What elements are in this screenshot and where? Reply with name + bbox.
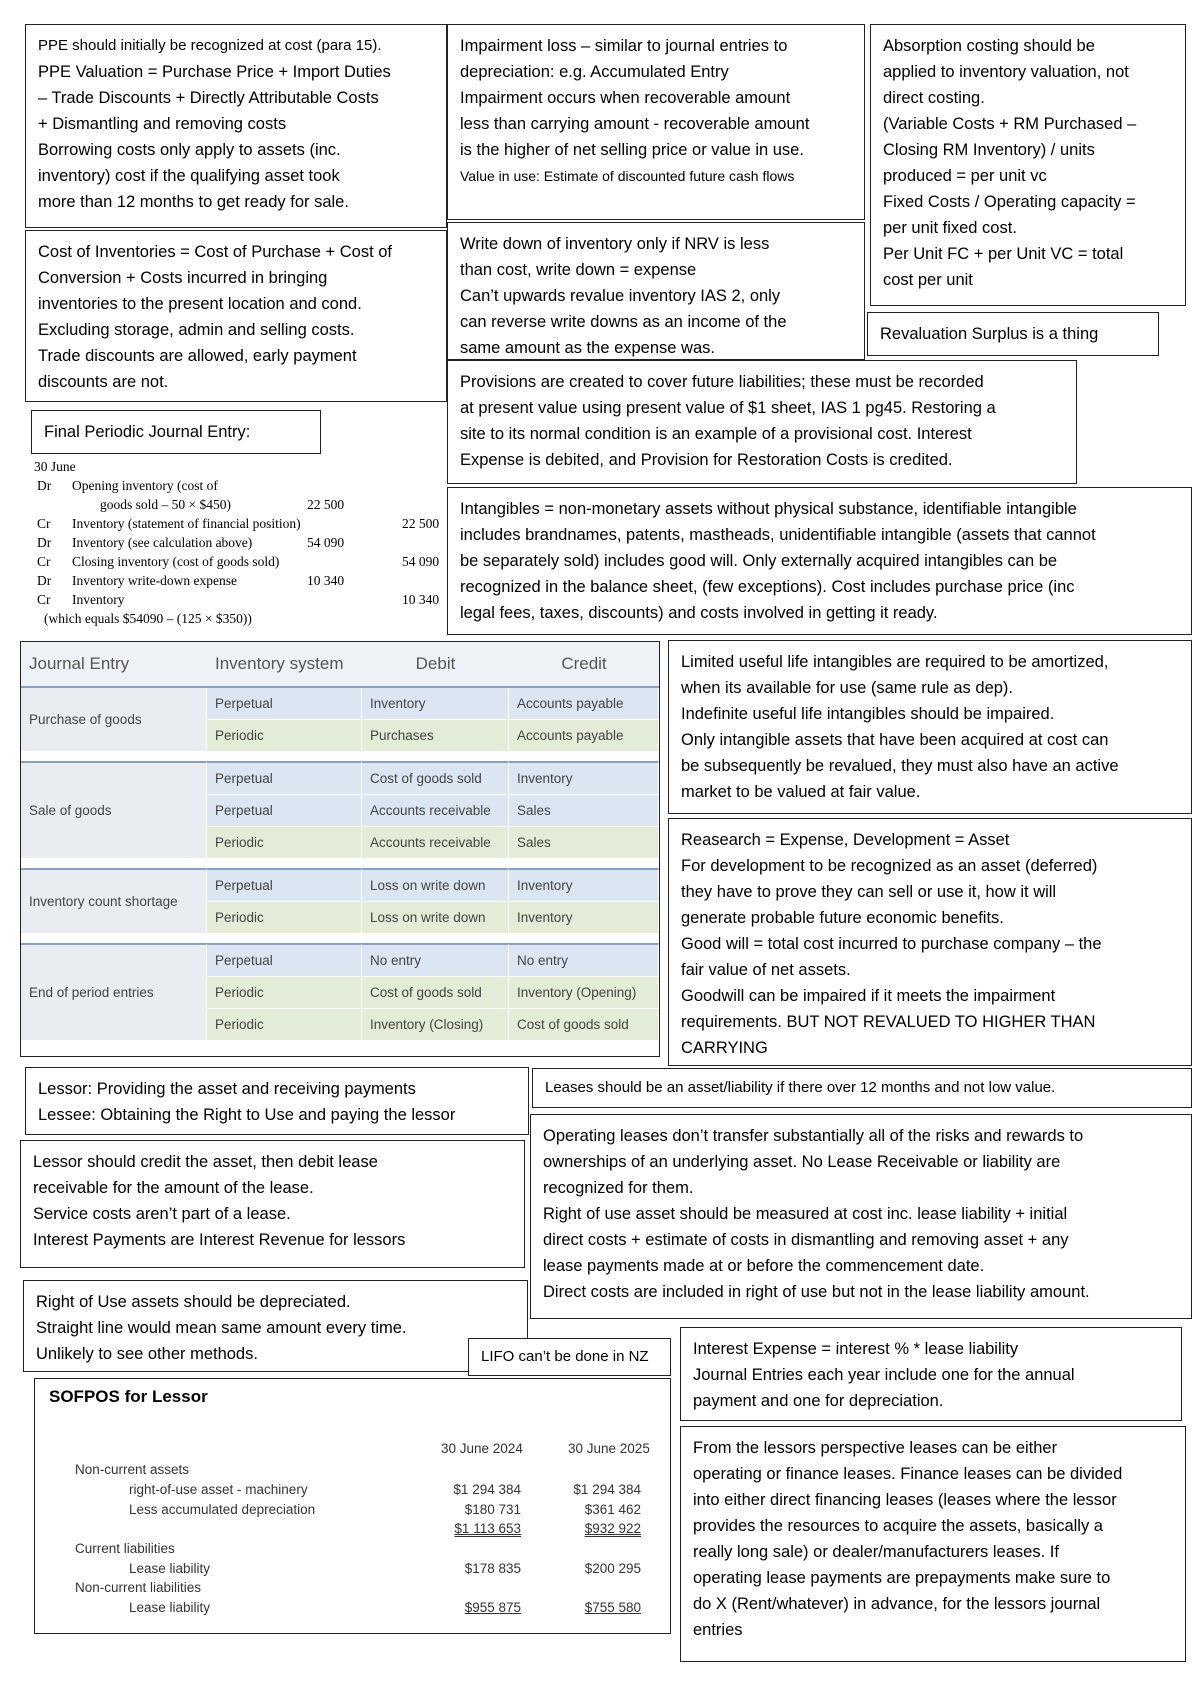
entry-credit: 22 500 bbox=[402, 516, 440, 531]
sofpos-col-header: 30 June 2025 bbox=[568, 1441, 650, 1456]
journal-table bbox=[21, 642, 659, 1041]
operating-line: recognized for them. bbox=[543, 1179, 694, 1197]
cell-credit: Inventory (Opening) bbox=[509, 977, 659, 1009]
limited-line: be subsequently be revalued, they must also have an active bbox=[681, 757, 1119, 775]
cost-of-inventories-note bbox=[25, 230, 447, 402]
impairment-line: less than carrying amount - recoverable amount bbox=[460, 115, 810, 133]
revaluation-text: Revaluation Surplus is a thing bbox=[880, 325, 1099, 343]
sofpos-lessor bbox=[34, 1378, 671, 1634]
cost-inv-line: Trade discounts are allowed, early payment bbox=[38, 347, 357, 365]
ppe-line: PPE should initially be recognized at cost (para 15). bbox=[38, 37, 382, 54]
cell-debit: Loss on write down bbox=[362, 902, 509, 934]
operating-line: Right of use asset should be measured at cost inc. lease liability + initial bbox=[543, 1205, 1068, 1223]
absorption-costing-note bbox=[870, 24, 1186, 306]
sofpos-item: Lease liability bbox=[129, 1561, 211, 1576]
table-row bbox=[21, 688, 659, 720]
lessor-credit-line: receivable for the amount of the lease. bbox=[33, 1179, 314, 1197]
cell-system: Perpetual bbox=[207, 795, 362, 827]
cost-inv-line: discounts are not. bbox=[38, 373, 169, 391]
rou-depreciation-note bbox=[23, 1280, 528, 1372]
sofpos-value: $180 731 bbox=[464, 1502, 521, 1517]
persp-line: do X (Rent/whatever) in advance, for the lessors journal bbox=[693, 1595, 1101, 1613]
intangibles-line: recognized in the balance sheet, (few exceptions). Cost includes purchase price (inc bbox=[460, 578, 1075, 596]
impairment-line: Value in use: Estimate of discounted future cash flows bbox=[460, 168, 795, 184]
lessor-lessee-note bbox=[25, 1067, 529, 1135]
entry-drcr: Dr bbox=[37, 478, 52, 493]
limited-line: Only intangible assets that have been acquired at cost can bbox=[681, 731, 1109, 749]
cost-inv-line: Conversion + Costs incurred in bringing bbox=[38, 269, 328, 287]
entry-credit: 10 340 bbox=[402, 592, 440, 607]
writedown-line: same amount as the expense was. bbox=[460, 339, 715, 357]
operating-line: ownerships of an underlying asset. No Lease Receivable or liability are bbox=[543, 1153, 1061, 1171]
persp-line: into either direct financing leases (leases where the lessor bbox=[693, 1491, 1117, 1509]
research-line: CARRYING bbox=[681, 1039, 768, 1057]
leases-asset-text: Leases should be an asset/liability if there over 12 months and not low value. bbox=[545, 1079, 1056, 1096]
rou-line: Straight line would mean same amount every time. bbox=[36, 1319, 407, 1337]
sofpos-title: SOFPOS for Lessor bbox=[49, 1387, 208, 1406]
sofpos-value: $1 294 384 bbox=[453, 1482, 521, 1497]
lessors-perspective-note bbox=[680, 1426, 1186, 1662]
sofpos-value: $932 922 bbox=[584, 1521, 641, 1536]
cell-credit: Sales bbox=[509, 795, 659, 827]
entry-drcr: Cr bbox=[37, 592, 51, 607]
cell-system: Periodic bbox=[207, 1009, 362, 1041]
entry-drcr: Cr bbox=[37, 554, 51, 569]
table-row bbox=[21, 868, 659, 902]
sofpos-value: $1 113 653 bbox=[454, 1521, 521, 1536]
sofpos-value: $1 294 384 bbox=[573, 1482, 641, 1497]
absorption-line: direct costing. bbox=[883, 89, 985, 107]
limited-line: when its available for use (same rule as dep). bbox=[681, 679, 1013, 697]
persp-line: operating lease payments are prepayments make sure to bbox=[693, 1569, 1111, 1587]
sofpos-item: Less accumulated depreciation bbox=[129, 1502, 316, 1517]
ppe-line: PPE Valuation = Purchase Price + Import Duties bbox=[38, 63, 391, 81]
intangibles-line: includes brandnames, patents, mastheads, unidentifiable intangible (assets that cannot bbox=[460, 526, 1096, 544]
journal-table-body bbox=[21, 688, 659, 1041]
limited-line: Indefinite useful life intangibles should be impaired. bbox=[681, 705, 1055, 723]
writedown-line: Can’t upwards revalue inventory IAS 2, only bbox=[460, 287, 781, 305]
cost-inv-line: Excluding storage, admin and selling costs. bbox=[38, 321, 355, 339]
group-spacer bbox=[21, 752, 659, 761]
limited-line: market to be valued at fair value. bbox=[681, 783, 921, 801]
cell-debit: Purchases bbox=[362, 720, 509, 752]
lessor-credit-line: Service costs aren’t part of a lease. bbox=[33, 1205, 291, 1223]
lifo-note bbox=[468, 1338, 671, 1376]
cell-credit: Accounts payable bbox=[509, 720, 659, 752]
lifo-text: LIFO can’t be done in NZ bbox=[481, 1348, 649, 1365]
rou-line: Unlikely to see other methods. bbox=[36, 1345, 258, 1363]
research-line: Good will = total cost incurred to purchase company – the bbox=[681, 935, 1102, 953]
operating-leases-note bbox=[530, 1114, 1192, 1319]
persp-line: entries bbox=[693, 1621, 743, 1639]
cell-credit: Inventory bbox=[509, 761, 659, 795]
research-line: generate probable future economic benefits. bbox=[681, 909, 1004, 927]
ppe-line: Borrowing costs only apply to assets (inc. bbox=[38, 141, 341, 159]
revaluation-note bbox=[867, 312, 1159, 356]
cell-debit: Inventory (Closing) bbox=[362, 1009, 509, 1041]
sofpos-value: $755 580 bbox=[584, 1600, 641, 1615]
cell-debit: Loss on write down bbox=[362, 868, 509, 902]
table-row bbox=[21, 761, 659, 795]
research-line: they have to prove they can sell or use it, how it will bbox=[681, 883, 1057, 901]
entry-drcr: Cr bbox=[37, 516, 51, 531]
entry-group-label: Inventory count shortage bbox=[21, 868, 207, 934]
cell-credit: Sales bbox=[509, 827, 659, 859]
entry-account: Inventory write-down expense bbox=[72, 573, 237, 588]
absorption-line: (Variable Costs + RM Purchased – bbox=[883, 115, 1137, 133]
cell-credit: Inventory bbox=[509, 902, 659, 934]
writedown-line: can reverse write downs as an income of the bbox=[460, 313, 787, 331]
final-entry-block bbox=[34, 457, 446, 637]
ppe-line: + Dismantling and removing costs bbox=[38, 115, 287, 133]
research-line: For development to be recognized as an asset (deferred) bbox=[681, 857, 1098, 875]
limited-life-note bbox=[668, 640, 1192, 814]
entry-debit: 22 500 bbox=[307, 497, 345, 512]
col-header: Credit bbox=[509, 642, 659, 688]
cell-debit: Cost of goods sold bbox=[362, 761, 509, 795]
entry-account: Inventory (see calculation above) bbox=[72, 535, 253, 550]
cell-system: Perpetual bbox=[207, 688, 362, 720]
cell-system: Periodic bbox=[207, 977, 362, 1009]
write-down-note bbox=[447, 222, 865, 360]
research-line: requirements. BUT NOT REVALUED TO HIGHER THAN bbox=[681, 1013, 1096, 1031]
limited-line: Limited useful life intangibles are required to be amortized, bbox=[681, 653, 1109, 671]
absorption-line: Per Unit FC + per Unit VC = total bbox=[883, 245, 1124, 263]
cell-system: Perpetual bbox=[207, 943, 362, 977]
intangibles-line: Intangibles = non-monetary assets without physical substance, identifiable intangible bbox=[460, 500, 1077, 518]
persp-line: really long sale) or dealer/manufacturers leases. If bbox=[693, 1543, 1059, 1561]
writedown-line: Write down of inventory only if NRV is less bbox=[460, 235, 770, 253]
persp-line: From the lessors perspective leases can be either bbox=[693, 1439, 1058, 1457]
cell-debit: Inventory bbox=[362, 688, 509, 720]
research-line: Reasearch = Expense, Development = Asset bbox=[681, 831, 1010, 849]
final-entry-title-text: Final Periodic Journal Entry: bbox=[44, 423, 251, 441]
entry-drcr: Dr bbox=[37, 535, 52, 550]
absorption-line: produced = per unit vc bbox=[883, 167, 1047, 185]
research-line: Goodwill can be impaired if it meets the impairment bbox=[681, 987, 1056, 1005]
research-line: fair value of net assets. bbox=[681, 961, 851, 979]
provisions-note bbox=[447, 360, 1077, 484]
final-entry-title bbox=[31, 410, 321, 454]
group-spacer bbox=[21, 859, 659, 868]
sofpos-section: Non-current liabilities bbox=[75, 1580, 202, 1595]
cost-inv-line: Cost of Inventories = Cost of Purchase + Cost of bbox=[38, 243, 393, 261]
entry-note: (which equals $54090 – (125 × $350)) bbox=[44, 611, 252, 626]
absorption-line: per unit fixed cost. bbox=[883, 219, 1017, 237]
intangibles-line: be separately sold) includes good will. Only externally acquired intangibles can be bbox=[460, 552, 1058, 570]
lessor-def-line: Lessor: Providing the asset and receiving payments bbox=[38, 1080, 416, 1098]
operating-line: lease payments made at or before the commencement date. bbox=[543, 1257, 985, 1275]
operating-line: Direct costs are included in right of use but not in the lease liability amount. bbox=[543, 1283, 1090, 1301]
absorption-line: applied to inventory valuation, not bbox=[883, 63, 1129, 81]
cell-credit: Accounts payable bbox=[509, 688, 659, 720]
provisions-line: at present value using present value of $1 sheet, IAS 1 pg45. Restoring a bbox=[460, 399, 996, 417]
sofpos-value: $361 462 bbox=[584, 1502, 641, 1517]
operating-line: direct costs + estimate of costs in dismantling and removing asset + any bbox=[543, 1231, 1069, 1249]
journal-entry-table bbox=[20, 641, 660, 1057]
operating-line: Operating leases don’t transfer substantially all of the risks and rewards to bbox=[543, 1127, 1084, 1145]
ppe-line: – Trade Discounts + Directly Attributable Costs bbox=[38, 89, 379, 107]
cell-credit: Cost of goods sold bbox=[509, 1009, 659, 1041]
entry-date: 30 June bbox=[34, 459, 76, 474]
sofpos-item: Lease liability bbox=[129, 1600, 211, 1615]
research-note bbox=[668, 818, 1192, 1066]
group-spacer bbox=[21, 934, 659, 943]
interest-line: Journal Entries each year include one for the annual bbox=[693, 1366, 1075, 1384]
persp-line: operating or finance leases. Finance leases can be divided bbox=[693, 1465, 1123, 1483]
sofpos-section: Non-current assets bbox=[75, 1462, 190, 1477]
impairment-line: is the higher of net selling price or value in use. bbox=[460, 141, 804, 159]
absorption-line: cost per unit bbox=[883, 271, 973, 289]
provisions-line: Expense is debited, and Provision for Restoration Costs is credited. bbox=[460, 451, 953, 469]
cost-inv-line: inventories to the present location and cond. bbox=[38, 295, 362, 313]
interest-line: payment and one for depreciation. bbox=[693, 1392, 944, 1410]
sofpos-value: $178 835 bbox=[464, 1561, 521, 1576]
interest-line: Interest Expense = interest % * lease liability bbox=[693, 1340, 1019, 1358]
absorption-line: Closing RM Inventory) / units bbox=[883, 141, 1095, 159]
cell-system: Periodic bbox=[207, 827, 362, 859]
interest-expense-note bbox=[680, 1327, 1182, 1421]
sofpos-item: right-of-use asset - machinery bbox=[129, 1482, 308, 1497]
cell-system: Perpetual bbox=[207, 761, 362, 795]
entry-debit: 54 090 bbox=[307, 535, 345, 550]
impairment-line: Impairment occurs when recoverable amount bbox=[460, 89, 791, 107]
cell-system: Perpetual bbox=[207, 868, 362, 902]
writedown-line: than cost, write down = expense bbox=[460, 261, 697, 279]
entry-group-label: End of period entries bbox=[21, 943, 207, 1041]
lessor-credit-note bbox=[20, 1140, 525, 1268]
col-header: Journal Entry bbox=[21, 642, 207, 688]
lessor-credit-line: Interest Payments are Interest Revenue for lessors bbox=[33, 1231, 406, 1249]
ppe-line: more than 12 months to get ready for sale. bbox=[38, 193, 349, 211]
entry-account: Inventory bbox=[72, 592, 125, 607]
cell-system: Periodic bbox=[207, 902, 362, 934]
sofpos-value: $955 875 bbox=[464, 1600, 521, 1615]
sofpos-value: $200 295 bbox=[584, 1561, 641, 1576]
absorption-line: Fixed Costs / Operating capacity = bbox=[883, 193, 1136, 211]
ppe-line: inventory) cost if the qualifying asset took bbox=[38, 167, 340, 185]
entry-account: goods sold – 50 × $450) bbox=[100, 497, 231, 512]
rou-line: Right of Use assets should be depreciated. bbox=[36, 1293, 351, 1311]
cell-debit: Accounts receivable bbox=[362, 795, 509, 827]
provisions-line: site to its normal condition is an example of a provisional cost. Interest bbox=[460, 425, 972, 443]
entry-group-label: Sale of goods bbox=[21, 761, 207, 859]
leases-asset-note bbox=[532, 1068, 1192, 1108]
cell-credit: Inventory bbox=[509, 868, 659, 902]
entry-drcr: Dr bbox=[37, 573, 52, 588]
lessor-def-line: Lessee: Obtaining the Right to Use and paying the lessor bbox=[38, 1106, 456, 1124]
ppe-note bbox=[25, 24, 447, 228]
table-row bbox=[21, 943, 659, 977]
impairment-line: depreciation: e.g. Accumulated Entry bbox=[460, 63, 729, 81]
col-header: Debit bbox=[362, 642, 509, 688]
impairment-line: Impairment loss – similar to journal entries to bbox=[460, 37, 788, 55]
col-header: Inventory system bbox=[207, 642, 362, 688]
lessor-credit-line: Lessor should credit the asset, then debit lease bbox=[33, 1153, 378, 1171]
impairment-note bbox=[447, 24, 865, 220]
provisions-line: Provisions are created to cover future liabilities; these must be recorded bbox=[460, 373, 984, 391]
entry-credit: 54 090 bbox=[402, 554, 440, 569]
entry-account: Inventory (statement of financial position) bbox=[72, 516, 301, 531]
entry-account: Closing inventory (cost of goods sold) bbox=[72, 554, 280, 569]
absorption-line: Absorption costing should be bbox=[883, 37, 1095, 55]
intangibles-line: legal fees, taxes, discounts) and costs involved in getting it ready. bbox=[460, 604, 938, 622]
sofpos-col-header: 30 June 2024 bbox=[441, 1441, 523, 1456]
entry-debit: 10 340 bbox=[307, 573, 345, 588]
cell-system: Periodic bbox=[207, 720, 362, 752]
intangibles-note bbox=[447, 487, 1192, 635]
sofpos-section: Current liabilities bbox=[75, 1541, 175, 1556]
cell-debit: No entry bbox=[362, 943, 509, 977]
entry-account: Opening inventory (cost of bbox=[72, 478, 218, 493]
cell-debit: Cost of goods sold bbox=[362, 977, 509, 1009]
cell-debit: Accounts receivable bbox=[362, 827, 509, 859]
cell-credit: No entry bbox=[509, 943, 659, 977]
entry-group-label: Purchase of goods bbox=[21, 688, 207, 752]
persp-line: provides the resources to acquire the assets, basically a bbox=[693, 1517, 1103, 1535]
